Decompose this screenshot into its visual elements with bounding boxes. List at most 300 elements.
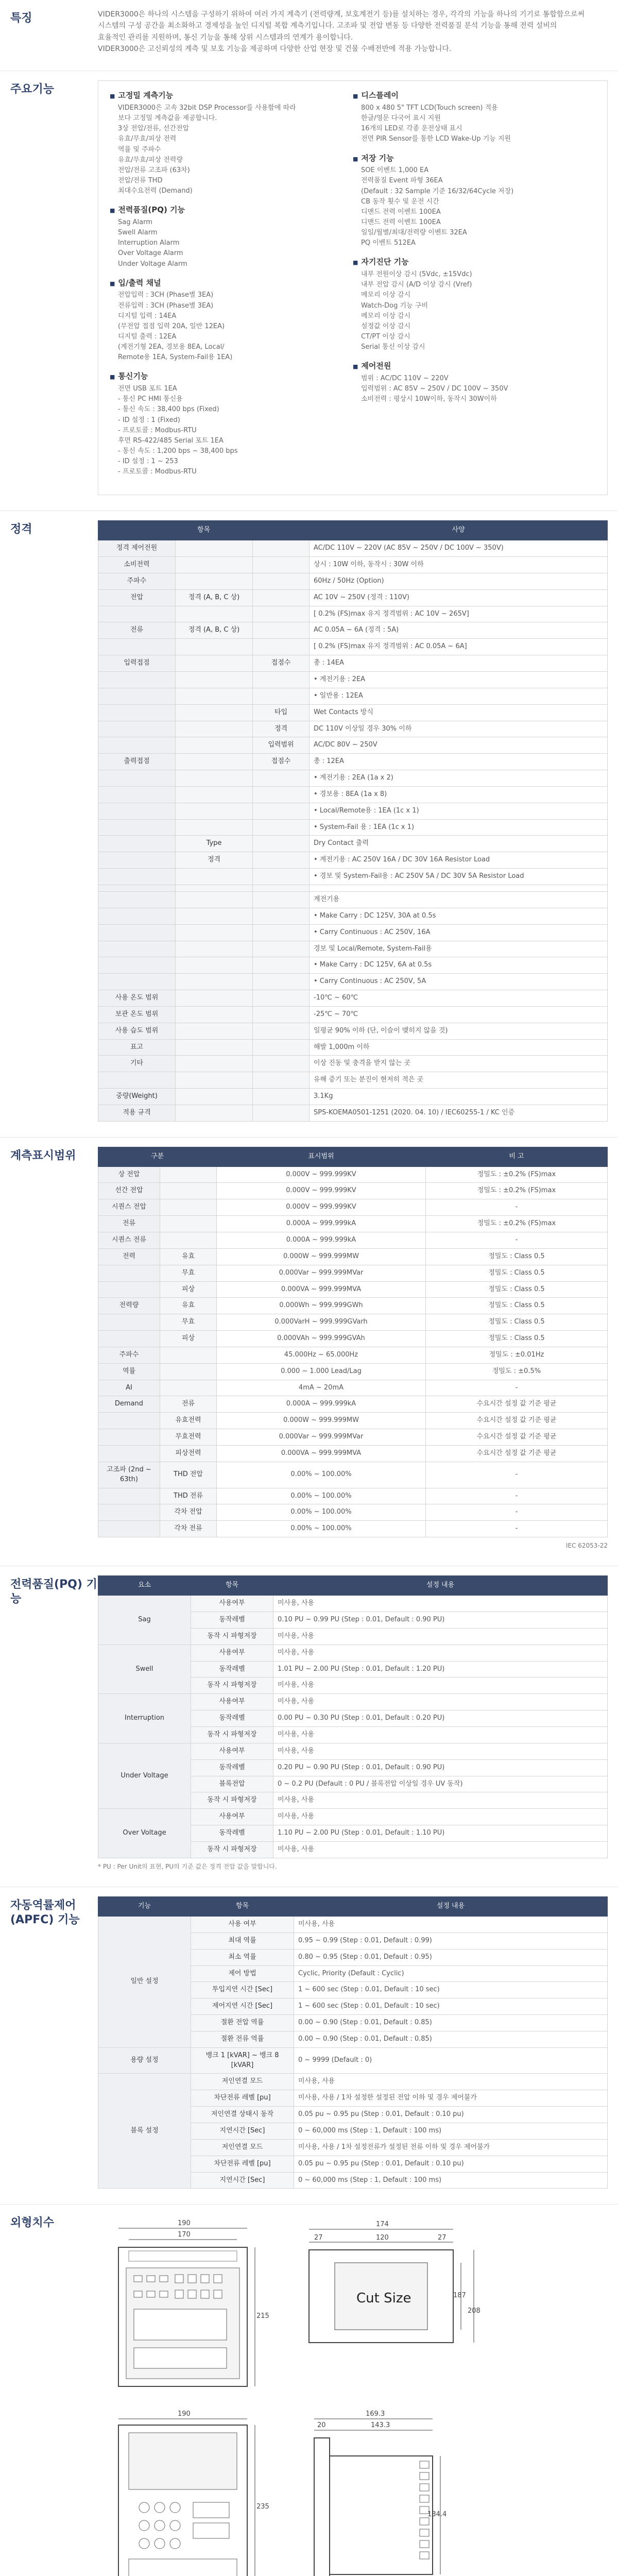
- apfc-row-setting: 0.05 pu ~ 0.95 pu (Step : 0.01, Default : 0.10 pu): [294, 2156, 608, 2172]
- apfc-row-item: 절환 전압 역률: [191, 2015, 294, 2031]
- measurement-range: 0.000V ~ 999.999KV: [217, 1199, 426, 1216]
- ratings-subitem: [253, 770, 310, 787]
- feature-item: - 프로토콜 : Modbus-RTU: [118, 468, 197, 476]
- feature-box: [98, 80, 608, 495]
- measurement-row: [98, 1429, 608, 1446]
- pq-row-group: Sag: [98, 1596, 191, 1645]
- ratings-value: • 계전기용 : 2EA (1a x 2): [310, 770, 608, 787]
- apfc-row-item: 제어 방법: [191, 1965, 294, 1982]
- ratings-subitem: [253, 589, 310, 606]
- ratings-subitem: [253, 924, 310, 941]
- ratings-category: [98, 639, 176, 655]
- ratings-subitem: [253, 639, 310, 655]
- ratings-subitem: [253, 869, 310, 885]
- ratings-category: [98, 770, 176, 787]
- apfc-row-setting: 미사용, 사용: [294, 2074, 608, 2090]
- pq-row-group: Over Voltage: [98, 1809, 191, 1858]
- pq-row-group: Under Voltage: [98, 1743, 191, 1808]
- feature-item: 내부 전압 감시 (A/D 이상 감시 (Vref): [361, 281, 472, 289]
- feature-item: Watch-Dog 기능 구비: [361, 301, 428, 310]
- feature-item: 후면 RS-422/485 Serial 포트 1EA: [118, 436, 224, 445]
- measurement-category: [98, 1445, 160, 1462]
- feature-item: 최대수요전력 (Demand): [118, 187, 193, 195]
- feature-group: [110, 90, 353, 196]
- ratings-subcategory: [176, 1105, 253, 1121]
- pq-row-setting: 미사용, 사용: [273, 1694, 608, 1710]
- ratings-category: [98, 606, 176, 622]
- measurement-note: 정밀도 : ±0.2% (FS)max: [425, 1216, 607, 1232]
- measurement-note: 수요시간 설정 값 기준 평균: [425, 1413, 607, 1429]
- ratings-value: AC/DC 80V ~ 250V: [310, 737, 608, 754]
- ratings-value: [ 0.2% (FS)max 유지 정격범위 : AC 10V ~ 265V]: [310, 606, 608, 622]
- ratings-subcategory: [176, 721, 253, 737]
- measurement-category: 역률: [98, 1363, 160, 1380]
- cut-left: 27: [314, 2234, 323, 2242]
- pq-row-setting: 미사용, 사용: [273, 1727, 608, 1743]
- ratings-value: 계전기용: [310, 891, 608, 908]
- measurement-note: 정밀도 : ±0.01Hz: [425, 1347, 607, 1363]
- ratings-subcategory: [176, 1072, 253, 1089]
- ratings-value: 상시 : 10W 이하, 동작시 : 30W 이하: [310, 557, 608, 573]
- measurement-note: 수요시간 설정 값 기준 평균: [425, 1445, 607, 1462]
- ratings-value: 이상 진동 및 충격을 받지 않는 곳: [310, 1056, 608, 1072]
- ratings-subitem: [253, 1105, 310, 1121]
- measurement-note: -: [425, 1462, 607, 1488]
- measurement-row: [98, 1248, 608, 1265]
- measurement-row: [98, 1445, 608, 1462]
- ratings-row: [98, 1105, 608, 1121]
- measurement-range: 0.000A ~ 999.999kA: [217, 1232, 426, 1249]
- pq-row-setting: 미사용, 사용: [273, 1628, 608, 1645]
- ratings-row: [98, 786, 608, 803]
- feature-item: 한글/영문 다국어 표시 지원: [361, 114, 441, 123]
- feature-group: [110, 371, 353, 477]
- ratings-category: 보관 온도 범위: [98, 1006, 176, 1023]
- ratings-value: • Carry Continuous : AC 250V, 5A: [310, 974, 608, 990]
- pq-row-item: 블록전압: [191, 1776, 273, 1792]
- apfc-head-item: 항목: [191, 1897, 294, 1917]
- ratings-subitem: [253, 688, 310, 704]
- measurement-row: [98, 1380, 608, 1396]
- pq-row: [98, 1694, 608, 1710]
- front-view-drawing: [98, 2219, 268, 2394]
- ratings-subitem: [253, 836, 310, 852]
- ratings-category: 중량(Weight): [98, 1089, 176, 1105]
- measurement-subcategory: [160, 1380, 217, 1396]
- feature-item: Interruption Alarm: [118, 239, 180, 247]
- apfc-row-item: 차단전류 레벨 [pu]: [191, 2156, 294, 2172]
- ratings-category: [98, 941, 176, 957]
- feature-item: 유효/무효/피상 전력량: [118, 156, 183, 164]
- ratings-value: • 일반용 : 12EA: [310, 688, 608, 704]
- measurement-row: [98, 1462, 608, 1488]
- apfc-row-setting: 0.00 ~ 0.90 (Step : 0.01, Default : 0.85): [294, 2015, 608, 2031]
- feature-item: 전류입력 : 3CH (Phase별 3EA): [118, 301, 214, 310]
- intro-line: 시스템의 구성 공간을 최소화하고 경제성을 높인 디지털 복합 계측기입니다. 고조파 및 전압 변동 등 다양한 전력품질 분석 기능을 통해 전력 설비의: [98, 22, 557, 30]
- ratings-category: [98, 924, 176, 941]
- measurement-note: -: [425, 1199, 607, 1216]
- feature-item: 디지털 출력 : 12EA: [118, 332, 177, 341]
- feature-item: 유효/무효/피상 전력: [118, 135, 177, 143]
- feature-item: 소비전력 : 평상시 10W이하, 동작시 30W이하: [361, 395, 497, 403]
- feature-item: 범위 : AC/DC 110V ~ 220V: [361, 375, 449, 382]
- measurement-subcategory: [160, 1166, 217, 1183]
- cut-size-svg: [299, 2219, 484, 2353]
- pq-row-item: 사용여부: [191, 1694, 273, 1710]
- ratings-row: [98, 737, 608, 754]
- ratings-category: [98, 1072, 176, 1089]
- ratings-value: Wet Contacts 방식: [310, 704, 608, 721]
- features-intro: [98, 9, 608, 55]
- ratings-category: 적용 규격: [98, 1105, 176, 1121]
- ratings-subcategory: [176, 1056, 253, 1072]
- apfc-row-setting: 미사용, 사용 / 1차 설정한 설정된 전압 이하 및 경우 제어불가: [294, 2090, 608, 2107]
- measurement-row: [98, 1216, 608, 1232]
- apfc-row-setting: Cyclic, Priority (Default : Cyclic): [294, 1965, 608, 1982]
- pq-row-setting: 미사용, 사용: [273, 1743, 608, 1759]
- measurement-note: -: [425, 1380, 607, 1396]
- measurement-subcategory: 피상: [160, 1331, 217, 1347]
- apfc-row: [98, 2047, 608, 2074]
- apfc-table: [98, 1896, 608, 2189]
- cut-width-outer: 174: [376, 2221, 389, 2229]
- ratings-subitem: [253, 990, 310, 1007]
- dimensions-section: [0, 2204, 618, 2576]
- ratings-row: [98, 885, 608, 891]
- ratings-subcategory: [176, 557, 253, 573]
- ratings-row: [98, 819, 608, 836]
- feature-group: [353, 153, 596, 249]
- measurement-category: [98, 1314, 160, 1331]
- front-width-outer: 190: [178, 2219, 191, 2228]
- side-view-drawing: [299, 2410, 453, 2576]
- ratings-category: [98, 672, 176, 688]
- pq-row: [98, 1645, 608, 1661]
- ratings-subitem: [253, 891, 310, 908]
- measurement-subcategory: 각차 전류: [160, 1521, 217, 1537]
- measurement-row: [98, 1363, 608, 1380]
- apfc-row-item: 최소 역률: [191, 1949, 294, 1965]
- measurement-row: [98, 1521, 608, 1537]
- feature-group-title: ■ 저장 기능: [353, 153, 596, 164]
- measurement-row: [98, 1347, 608, 1363]
- apfc-row-setting: 0 ~ 60,000 ms (Step : 1, Default : 100 ms): [294, 2172, 608, 2189]
- measurement-subcategory: 피상전력: [160, 1445, 217, 1462]
- ratings-subcategory: [176, 737, 253, 754]
- feature-item: 전면 PIR Sensor를 통한 LCD Wake-Up 기능 지원: [361, 135, 511, 143]
- measurement-note: 정밀도 : Class 0.5: [425, 1331, 607, 1347]
- measurement-category: [98, 1265, 160, 1281]
- measurement-row: [98, 1232, 608, 1249]
- ratings-row: [98, 754, 608, 770]
- dimensions-title: 외형치수: [10, 2216, 55, 2230]
- ratings-value: • 경보용 : 8EA (1a x 8): [310, 786, 608, 803]
- side-width-front: 20: [317, 2421, 326, 2430]
- measurement-subcategory: 각차 전압: [160, 1504, 217, 1521]
- ratings-row: [98, 639, 608, 655]
- ratings-subcategory: [176, 672, 253, 688]
- ratings-row: [98, 606, 608, 622]
- feature-item: 일일/월별/최대/전력량 이벤트 32EA: [361, 229, 467, 237]
- ratings-subitem: [253, 557, 310, 573]
- measurement-range: 4mA ~ 20mA: [217, 1380, 426, 1396]
- feature-column-left: [110, 90, 353, 485]
- ratings-subitem: [253, 606, 310, 622]
- pq-row-setting: 0 ~ 0.2 PU (Default : 0 PU / 블록전압 이상일 경우 UV 동작): [273, 1776, 608, 1792]
- ratings-subcategory: 정격 (A, B, C 상): [176, 589, 253, 606]
- feature-item: (Default : 32 Sample 기준 16/32/64Cycle 저장): [361, 187, 514, 195]
- feature-group: [110, 205, 353, 269]
- ratings-value: • Make Carry : DC 125V, 30A at 0.5s: [310, 908, 608, 924]
- ratings-row: [98, 1056, 608, 1072]
- feature-item: 16개의 LED로 각종 운전상태 표시: [361, 125, 462, 133]
- intro-line: 효율적인 관리를 지원하며, 통신 기능을 통해 상위 시스템과의 연계가 용이합니다.: [98, 33, 353, 42]
- ratings-row: [98, 1072, 608, 1089]
- measurement-subcategory: 유효: [160, 1298, 217, 1314]
- feature-item: - 통신 PC HMI 통신용: [118, 395, 183, 403]
- ratings-subcategory: [176, 540, 253, 557]
- measurement-row: [98, 1504, 608, 1521]
- ratings-value: [ 0.2% (FS)max 유지 정격범위 : AC 0.05A ~ 6A]: [310, 639, 608, 655]
- pq-row-setting: 0.10 PU ~ 0.99 PU (Step : 0.01, Default : 0.90 PU): [273, 1612, 608, 1629]
- measurement-note: -: [425, 1232, 607, 1249]
- measurement-category: [98, 1521, 160, 1537]
- apfc-row-setting: 1 ~ 600 sec (Step : 0.01, Default : 10 sec): [294, 1998, 608, 2015]
- feature-item: - ID 설정 : 1 (Fixed): [118, 416, 180, 424]
- pq-row-item: 동작레벨: [191, 1661, 273, 1677]
- ratings-subitem: [253, 819, 310, 836]
- measurement-range: 0.000Var ~ 999.999MVar: [217, 1429, 426, 1446]
- pq-row-item: 사용여부: [191, 1743, 273, 1759]
- feature-group-title: ■ 고정밀 계측기능: [110, 90, 353, 101]
- ratings-category: 전류: [98, 622, 176, 639]
- ratings-row: [98, 836, 608, 852]
- ratings-row: [98, 655, 608, 672]
- ratings-value: 해발 1,000m 이하: [310, 1039, 608, 1056]
- ratings-subcategory: 정격: [176, 852, 253, 869]
- ratings-category: 전압: [98, 589, 176, 606]
- measurement-row: [98, 1331, 608, 1347]
- feature-item: CB 동작 횟수 및 운전 시간: [361, 197, 439, 206]
- pq-table: [98, 1575, 608, 1858]
- pq-row-item: 동작 시 파형저장: [191, 1792, 273, 1809]
- ratings-head-item: 항목: [98, 521, 310, 540]
- side-width-total: 169.3: [366, 2410, 385, 2418]
- measurement-range: 0.00% ~ 100.00%: [217, 1504, 426, 1521]
- ratings-row: [98, 770, 608, 787]
- ratings-value: • Carry Continuous : AC 250V, 16A: [310, 924, 608, 941]
- measurement-subcategory: [160, 1183, 217, 1199]
- measurement-note: 정밀도 : Class 0.5: [425, 1314, 607, 1331]
- front-view-svg: [98, 2219, 268, 2394]
- ratings-title: 정격: [10, 523, 32, 536]
- pq-row: [98, 1809, 608, 1825]
- ratings-subcategory: [176, 1006, 253, 1023]
- pq-section: [0, 1566, 618, 1887]
- measurement-range: 0.000V ~ 999.999KV: [217, 1183, 426, 1199]
- measurement-head-kind: 구분: [98, 1147, 217, 1166]
- ratings-row: [98, 803, 608, 819]
- bottom-view-svg: [98, 2410, 268, 2576]
- ratings-category: 입력접점: [98, 655, 176, 672]
- ratings-subcategory: [176, 885, 253, 891]
- ratings-subcategory: [176, 573, 253, 589]
- apfc-row-item: 최대 역률: [191, 1933, 294, 1949]
- feature-item: 디지털 입력 : 14EA: [118, 312, 177, 320]
- bottom-width: 190: [178, 2410, 191, 2418]
- apfc-row-item: 절환 전류 역률: [191, 2031, 294, 2047]
- measurement-row: [98, 1166, 608, 1183]
- ratings-subitem: [253, 852, 310, 869]
- pq-head-item: 항목: [191, 1576, 273, 1596]
- pq-row-setting: 미사용, 사용: [273, 1841, 608, 1858]
- ratings-value: • 계전기용 : 2EA: [310, 672, 608, 688]
- ratings-subcategory: [176, 957, 253, 974]
- measurement-range: 45.000Hz ~ 65.000Hz: [217, 1347, 426, 1363]
- ratings-value: 일평균 90% 이하 (단, 이슬이 맺히지 않을 것): [310, 1023, 608, 1039]
- side-height: 184.4: [427, 2511, 447, 2519]
- ratings-category: 표고: [98, 1039, 176, 1056]
- cut-height-inner: 187: [453, 2292, 466, 2300]
- ratings-row: [98, 924, 608, 941]
- measurement-row: [98, 1488, 608, 1504]
- feature-item: 전력품질 Event 파형 36EA: [361, 177, 443, 185]
- measurement-head-note: 비 고: [425, 1147, 607, 1166]
- features-title: 특징: [10, 12, 32, 25]
- ratings-row: [98, 852, 608, 869]
- feature-item: 전압/전류 THD: [118, 176, 163, 184]
- measurement-note: 정밀도 : ±0.2% (FS)max: [425, 1183, 607, 1199]
- ratings-subcategory: [176, 754, 253, 770]
- ratings-subitem: [253, 974, 310, 990]
- ratings-subitem: 접점수: [253, 754, 310, 770]
- feature-item: 전압입력 : 3CH (Phase별 3EA): [118, 291, 214, 299]
- measurement-subcategory: 유효전력: [160, 1413, 217, 1429]
- ratings-subcategory: [176, 639, 253, 655]
- measurement-range: 0.000VA ~ 999.999MVA: [217, 1281, 426, 1298]
- ratings-row: [98, 721, 608, 737]
- feature-item: 800 x 480 5" TFT LCD(Touch screen) 적용: [361, 104, 498, 112]
- ratings-value: AC 0.05A ~ 6A (정격 : 5A): [310, 622, 608, 639]
- feature-group-title: ■ 디스플레이: [353, 90, 596, 101]
- ratings-category: [98, 885, 176, 891]
- measurement-category: 상 전압: [98, 1166, 160, 1183]
- measurement-range: 0.000 ~ 1.000 Lead/Lag: [217, 1363, 426, 1380]
- ratings-subcategory: [176, 941, 253, 957]
- measurement-note: 정밀도 : ±0.2% (FS)max: [425, 1166, 607, 1183]
- ratings-row: [98, 622, 608, 639]
- measurement-category: [98, 1488, 160, 1504]
- ratings-subitem: [253, 1039, 310, 1056]
- main-functions-section: [0, 71, 618, 511]
- measurement-category: [98, 1429, 160, 1446]
- ratings-subcategory: [176, 891, 253, 908]
- ratings-row: [98, 990, 608, 1007]
- side-width-body: 143.3: [371, 2421, 390, 2430]
- ratings-subcategory: [176, 924, 253, 941]
- ratings-row: [98, 1089, 608, 1105]
- pq-row-setting: 미사용, 사용: [273, 1792, 608, 1809]
- apfc-row: [98, 1917, 608, 1933]
- feature-item: - 프로토콜 : Modbus-RTU: [118, 426, 197, 434]
- ratings-category: [98, 869, 176, 885]
- measurement-category: 전력: [98, 1248, 160, 1265]
- ratings-subitem: [253, 1072, 310, 1089]
- ratings-value: DC 110V 이상일 경우 30% 이하: [310, 721, 608, 737]
- measurement-subcategory: 무효전력: [160, 1429, 217, 1446]
- apfc-row-item: 제어지연 시간 [Sec]: [191, 1998, 294, 2015]
- ratings-value: 경보 및 Local/Remote, System-Fail용: [310, 941, 608, 957]
- ratings-subcategory: 정격 (A, B, C 상): [176, 622, 253, 639]
- ratings-value: • System-Fail 용 : 1EA (1c x 1): [310, 819, 608, 836]
- ratings-subitem: [253, 957, 310, 974]
- feature-group: [353, 361, 596, 404]
- ratings-subcategory: [176, 704, 253, 721]
- bottom-height: 235: [256, 2503, 269, 2511]
- measurement-category: 전력량: [98, 1298, 160, 1314]
- measurement-range: 0.000VA ~ 999.999MVA: [217, 1445, 426, 1462]
- ratings-value: AC 10V ~ 250V (정격 : 110V): [310, 589, 608, 606]
- ratings-category: [98, 688, 176, 704]
- measurement-category: 시퀀스 전압: [98, 1199, 160, 1216]
- feature-group-title: ■ 입/출력 채널: [110, 278, 353, 289]
- ratings-value: • 계전기용 : AC 250V 16A / DC 30V 16A Resistor Load: [310, 852, 608, 869]
- measurement-table: [98, 1147, 608, 1537]
- ratings-value: [310, 885, 608, 891]
- apfc-row-setting: 0.00 ~ 0.90 (Step : 0.01, Default : 0.85): [294, 2031, 608, 2047]
- feature-item: SOE 이벤트 1,000 EA: [361, 166, 429, 175]
- feature-group: [353, 90, 596, 144]
- ratings-row: [98, 672, 608, 688]
- ratings-subcategory: [176, 974, 253, 990]
- measurement-subcategory: [160, 1199, 217, 1216]
- ratings-subcategory: Type: [176, 836, 253, 852]
- ratings-row: [98, 1023, 608, 1039]
- feature-item: Remote용 1EA, System-Fail용 1EA): [118, 353, 233, 362]
- apfc-row-setting: 미사용, 사용 / 1차 설정전류가 설정된 전류 이하 및 경우 제어불가: [294, 2139, 608, 2156]
- ratings-category: [98, 819, 176, 836]
- feature-item: 메모리 이상 감시: [361, 312, 411, 320]
- feature-item: Serial 통신 이상 감시: [361, 343, 425, 351]
- measurement-subcategory: THD 전류: [160, 1488, 217, 1504]
- feature-item: Sag Alarm: [118, 218, 152, 226]
- ratings-subcategory: [176, 1039, 253, 1056]
- feature-item: CT/PT 이상 감시: [361, 332, 410, 341]
- feature-item: 디맨드 전력 이벤트 100EA: [361, 218, 441, 226]
- feature-item: 3상 전압/전류, 선간전압: [118, 125, 190, 133]
- ratings-value: 총 : 14EA: [310, 655, 608, 672]
- ratings-subitem: [253, 672, 310, 688]
- apfc-row-group: 일반 설정: [98, 1917, 191, 2048]
- measurement-section: [0, 1137, 618, 1566]
- measurement-category: 선간 전압: [98, 1183, 160, 1199]
- feature-item: (무전압 접점 입력 20A, 일반 12EA): [118, 322, 225, 330]
- pq-head-setting: 설정 내용: [273, 1576, 608, 1596]
- measurement-row: [98, 1396, 608, 1413]
- ratings-value: 3.1Kg: [310, 1089, 608, 1105]
- feature-item: - 통신 속도 : 38,400 bps (Fixed): [118, 405, 219, 414]
- measurement-row: [98, 1183, 608, 1199]
- pq-row-group: Interruption: [98, 1694, 191, 1743]
- ratings-subcategory: [176, 803, 253, 819]
- measurement-subcategory: [160, 1232, 217, 1249]
- cut-right: 27: [438, 2234, 447, 2242]
- ratings-subcategory: [176, 1089, 253, 1105]
- ratings-row: [98, 573, 608, 589]
- measurement-range: 0.000W ~ 999.999MW: [217, 1248, 426, 1265]
- measurement-category: [98, 1504, 160, 1521]
- apfc-row-setting: 미사용, 사용: [294, 1917, 608, 1933]
